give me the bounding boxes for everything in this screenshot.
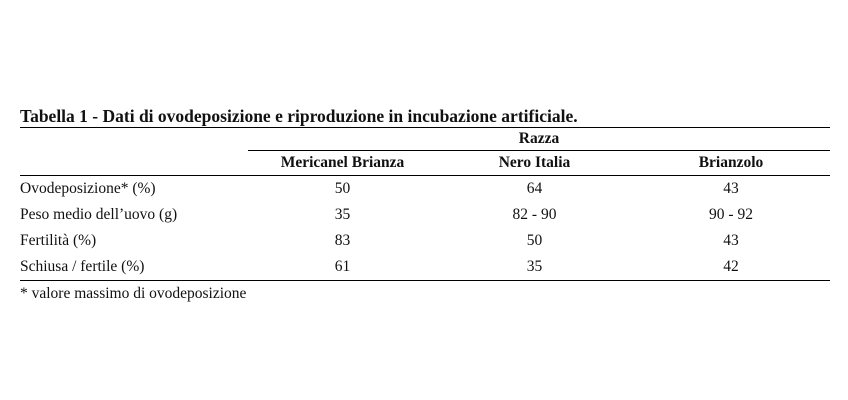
row-label: Schiusa / fertile (%) [20, 254, 248, 281]
table-footnote: * valore massimo di ovodeposizione [20, 285, 247, 302]
row-label: Peso medio dell’uovo (g) [20, 206, 178, 223]
table-cell: 50 [526, 232, 543, 249]
table-cell: 82 - 90 [512, 206, 557, 223]
table-cell: 43 [723, 232, 739, 249]
row-label: Ovodeposizione* (%) [20, 180, 156, 197]
table-cell: 61 [248, 254, 437, 281]
table-cell: 64 [526, 180, 543, 197]
table-column-header-row [20, 151, 830, 176]
document-page [20, 105, 830, 305]
table-row [20, 228, 830, 254]
table-cell: 35 [437, 254, 632, 281]
table-cell: 90 - 92 [709, 206, 753, 223]
column-header: Mericanel Brianza [248, 151, 437, 176]
table-cell: 42 [632, 254, 830, 281]
data-table [20, 127, 830, 281]
row-label: Fertilità (%) [20, 232, 97, 249]
group-header-razza: Razza [248, 128, 830, 151]
column-header: Brianzolo [632, 151, 830, 176]
table-caption: Tabella 1 - Dati di ovodeposizione e riproduzione in incubazione artificiale. [20, 106, 578, 126]
table-cell: 83 [334, 232, 351, 249]
table-row [20, 202, 830, 228]
column-header: Nero Italia [437, 151, 632, 176]
table-cell: 35 [334, 206, 351, 223]
table-cell: 43 [723, 180, 739, 197]
table-row [20, 176, 830, 203]
table-group-header-row [20, 128, 830, 151]
table-header-empty [20, 151, 248, 176]
table-corner-cell [20, 128, 248, 151]
table-cell: 50 [334, 180, 351, 197]
table-row [20, 254, 830, 281]
